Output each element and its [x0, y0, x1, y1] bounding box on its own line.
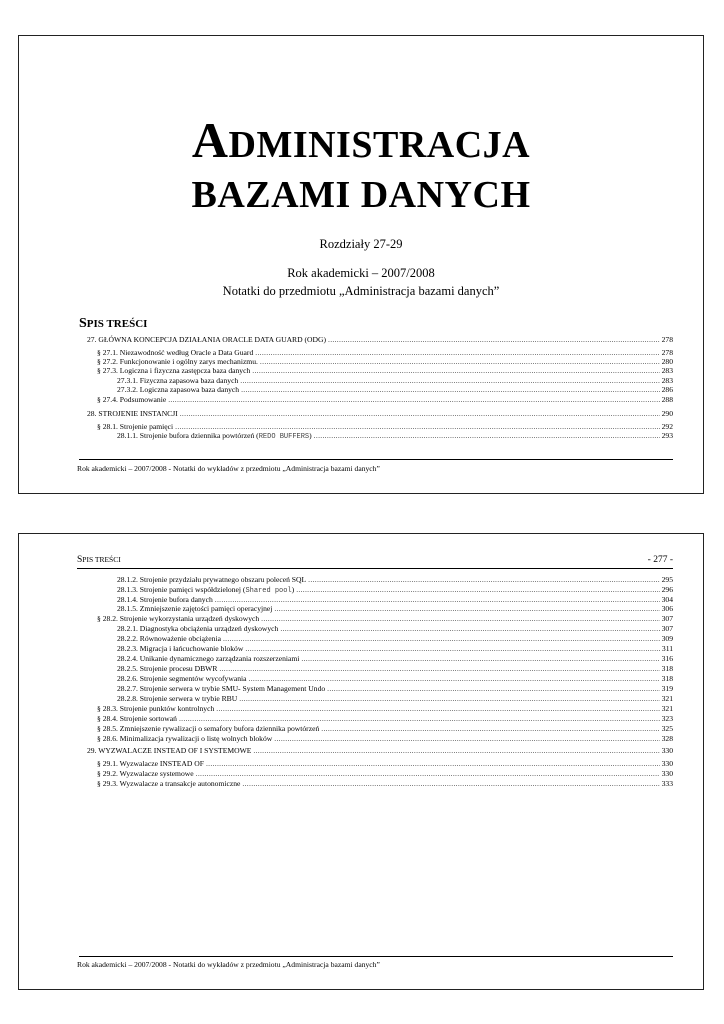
footer-rule — [79, 459, 673, 460]
toc-entry[interactable] — [87, 409, 673, 419]
toc-entry[interactable] — [97, 366, 673, 376]
dot-leader — [296, 585, 659, 595]
toc-entry-page: 283 — [661, 376, 673, 385]
toc-entry[interactable] — [97, 779, 673, 789]
dot-leader — [261, 614, 659, 624]
document-page-2 — [18, 533, 704, 990]
toc-entry-label: § 28.6. Minimalizacja rywalizacji o listę wolnych bloków — [97, 734, 273, 743]
toc-entry[interactable] — [97, 724, 673, 734]
toc-heading — [79, 316, 147, 332]
toc-entry[interactable] — [97, 714, 673, 724]
toc-entry-page: 307 — [661, 614, 673, 623]
toc-entry-page: 328 — [661, 734, 673, 743]
toc-entry-page: 330 — [661, 746, 673, 755]
toc-entry[interactable] — [117, 585, 673, 595]
title-rest: DMINISTRACJA — [228, 124, 531, 166]
dot-leader — [179, 714, 660, 724]
toc-entry-page: 306 — [661, 604, 673, 613]
toc-entry-label: 28.2.4. Unikanie dynamicznego zarządzania rozszerzeniami — [117, 654, 300, 663]
toc-entry-label: § 29.1. Wyzwalacze INSTEAD OF — [97, 759, 204, 768]
dot-leader — [328, 335, 660, 345]
toc-entry-page: 288 — [661, 395, 673, 404]
toc-entry-page: 295 — [661, 575, 673, 584]
page-number: - 277 - — [647, 555, 673, 565]
toc-entry-page: 290 — [661, 409, 673, 418]
dot-leader — [274, 734, 659, 744]
toc-entry-code: Shared pool — [245, 587, 292, 595]
chapters-label: Rozdziały 27-29 — [319, 237, 403, 251]
toc-entry[interactable] — [97, 759, 673, 769]
toc-entry-label: 28.1.3. Strojenie pamięci współdzielonej (Shared pool) — [117, 585, 295, 595]
toc-entry-page: 296 — [661, 585, 673, 594]
dot-leader — [252, 366, 659, 376]
toc-entry-page: 311 — [661, 644, 673, 653]
toc-entry[interactable] — [117, 694, 673, 704]
toc-entry[interactable] — [97, 769, 673, 779]
dot-leader — [168, 395, 659, 405]
toc-entry[interactable] — [117, 674, 673, 684]
toc-entry[interactable] — [117, 624, 673, 634]
toc-entry-label: 28.1.4. Strojenie bufora danych — [117, 595, 213, 604]
dot-leader — [239, 694, 659, 704]
toc-entry[interactable] — [117, 431, 673, 441]
title-initial: A — [191, 112, 229, 168]
toc-entry-label: 28.2.5. Strojenie procesu DBWR — [117, 664, 218, 673]
dot-leader — [241, 385, 660, 395]
dot-leader — [206, 759, 660, 769]
toc-entry-label: § 27.4. Podsumowanie — [97, 395, 167, 404]
dot-leader — [223, 634, 660, 644]
toc-entry-page: 307 — [661, 624, 673, 633]
toc-entry-page: 278 — [661, 348, 673, 357]
toc-entry-label: § 29.2. Wyzwalacze systemowe — [97, 769, 194, 778]
dot-leader — [180, 409, 660, 419]
toc-entry-label: 29. WYZWALACZE INSTEAD OF I SYSTEMOWE — [87, 746, 252, 755]
toc-entry-label: § 28.5. Zmniejszenie rywalizacji o semafory bufora dziennika powtórzeń — [97, 724, 320, 733]
dot-leader — [280, 624, 659, 634]
toc-entry-label: 27.3.2. Logiczna zapasowa baza danych — [117, 385, 240, 394]
toc-entry-page: 278 — [661, 335, 673, 344]
toc-entry[interactable] — [87, 746, 673, 756]
toc-entry[interactable] — [117, 575, 673, 585]
toc-entry-label: 27. GŁÓWNA KONCEPCJA DZIAŁANIA ORACLE DATA GUARD (ODG) — [87, 335, 327, 344]
footer-rule — [79, 956, 673, 957]
toc-entry-label: 28.1.1. Strojenie bufora dziennika powtórzeń (REDO BUFFERS) — [117, 431, 312, 441]
toc-entry[interactable] — [117, 634, 673, 644]
toc-entry[interactable] — [117, 664, 673, 674]
running-header-title — [77, 555, 121, 565]
toc-entry[interactable] — [97, 704, 673, 714]
page-footer: Rok akademicki – 2007/2008 - Notatki do wykładów z przedmiotu „Administracja bazami danych” — [77, 960, 380, 969]
toc-entry-page: 333 — [661, 779, 673, 788]
toc-entry-label: 28.2.3. Migracja i łańcuchowanie bloków — [117, 644, 244, 653]
title-line-2: BAZAMI DANYCH — [191, 174, 531, 216]
toc-entry-page: 330 — [661, 759, 673, 768]
toc-entry-page: 323 — [661, 714, 673, 723]
dot-leader — [308, 575, 659, 585]
toc-entry[interactable] — [117, 654, 673, 664]
dot-leader — [245, 644, 660, 654]
toc-entry-label: 28. STROJENIE INSTANCJI — [87, 409, 178, 418]
toc-entry-page: 321 — [661, 704, 673, 713]
header-rule — [77, 568, 673, 569]
toc-entry-label: 28.1.5. Zmniejszenie zajętości pamięci operacyjnej — [117, 604, 273, 613]
toc-entry[interactable] — [97, 395, 673, 405]
toc-entry-label: 28.2.2. Równoważenie obciążenia — [117, 634, 221, 643]
dot-leader — [301, 654, 659, 664]
dot-leader — [216, 704, 659, 714]
dot-leader — [219, 664, 659, 674]
toc-entry-page: 330 — [661, 769, 673, 778]
toc-entry[interactable] — [97, 734, 673, 744]
toc-entry-label: 27.3.1. Fizyczna zapasowa baza danych — [117, 376, 239, 385]
toc-entry-page: 280 — [661, 357, 673, 366]
toc-entry-label: § 27.1. Niezawodność według Oracle a Data Guard — [97, 348, 254, 357]
academic-year: Rok akademicki – 2007/2008 — [287, 266, 435, 280]
toc-entry-label: 28.2.6. Strojenie segmentów wycofywania — [117, 674, 247, 683]
dot-leader — [253, 746, 659, 756]
toc-entry-page: 292 — [661, 422, 673, 431]
toc-entry[interactable] — [87, 335, 673, 345]
toc-entry-page: 293 — [661, 431, 673, 440]
dot-leader — [327, 684, 659, 694]
running-header — [77, 555, 673, 565]
toc-entry-page: 318 — [661, 674, 673, 683]
toc-entry-label: § 28.3. Strojenie punktów kontrolnych — [97, 704, 215, 713]
toc-entry-page: 286 — [661, 385, 673, 394]
dot-leader — [242, 779, 659, 789]
dot-leader — [314, 431, 660, 441]
toc-entry-label: 28.2.8. Strojenie serwera w trybie RBU — [117, 694, 238, 703]
dot-leader — [274, 604, 659, 614]
toc-entry-label: § 28.2. Strojenie wykorzystania urządzeń dyskowych — [97, 614, 260, 623]
toc-entry[interactable] — [117, 385, 673, 395]
toc-heading-rest: PIS TREŚCI — [86, 318, 148, 330]
toc-entry-page: 309 — [661, 634, 673, 643]
toc-entry[interactable] — [117, 604, 673, 614]
toc-heading-initial: S — [79, 316, 87, 331]
toc-entry-page: 318 — [661, 664, 673, 673]
dot-leader — [249, 674, 660, 684]
toc-entry-page: 283 — [661, 366, 673, 375]
toc-entry-label: 28.2.7. Strojenie serwera w trybie SMU- System Management Undo — [117, 684, 326, 693]
toc-entry[interactable] — [117, 644, 673, 654]
toc-entry-label: 28.1.2. Strojenie przydziału prywatnego obszaru poleceń SQL — [117, 575, 307, 584]
page-footer: Rok akademicki – 2007/2008 - Notatki do wykładów z przedmiotu „Administracja bazami danych” — [77, 464, 380, 473]
toc-entry-label: § 28.1. Strojenie pamięci — [97, 422, 174, 431]
dot-leader — [321, 724, 659, 734]
document-page-1 — [18, 35, 704, 494]
toc-entry-page: 319 — [661, 684, 673, 693]
toc-entry-label: § 27.3. Logiczna i fizyczna zastępcza baza danych — [97, 366, 251, 375]
header-rest: PIS TREŚCI — [82, 555, 121, 564]
toc-entry-page: 325 — [661, 724, 673, 733]
toc-entry-label: 28.2.1. Diagnostyka obciążenia urządzeń dyskowych — [117, 624, 279, 633]
toc-entry-label: § 29.3. Wyzwalacze a transakcje autonomiczne — [97, 779, 241, 788]
toc-entry[interactable] — [117, 684, 673, 694]
course-notes: Notatki do przedmiotu „Administracja bazami danych” — [222, 284, 500, 298]
dot-leader — [196, 769, 660, 779]
toc-entry-page: 316 — [661, 654, 673, 663]
toc-entry-label: § 27.2. Funkcjonowanie i ogólny zarys mechanizmu. — [97, 357, 258, 366]
toc-entry-page: 321 — [661, 694, 673, 703]
toc-entry[interactable] — [97, 614, 673, 624]
toc-entry-page: 304 — [661, 595, 673, 604]
title-line-1 — [19, 111, 703, 169]
header-initial: S — [77, 555, 83, 565]
toc-entry-code: REDO BUFFERS — [258, 433, 310, 441]
toc-entry-label: § 28.4. Strojenie sortowań — [97, 714, 177, 723]
